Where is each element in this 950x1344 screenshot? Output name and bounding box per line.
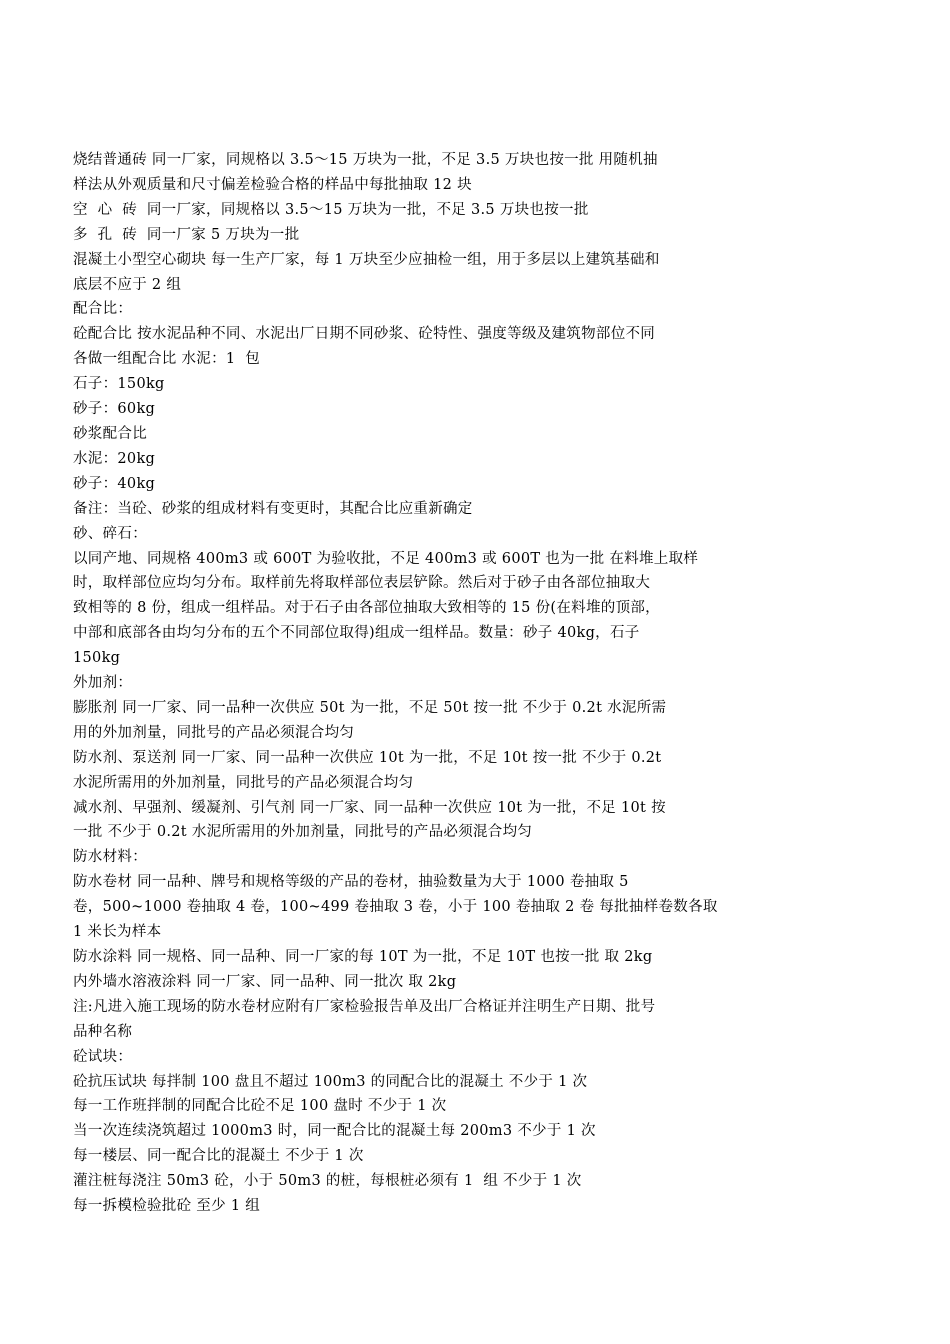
text-line: 各做一组配合比 水泥：1 包 [73,351,261,368]
text-line: 砂浆配合比 [73,425,147,442]
text-line: 水泥：20kg [73,450,156,467]
section-heading: 配合比： [73,301,133,318]
text-line: 中部和底部各由均匀分布的五个不同部位取得)组成一组样品。数量：砂子 40kg，石子 [73,625,640,642]
text-line: 空 心 砖 同一厂家，同规格以 3.5～15 万块为一批，不足 3.5 万块也按一批 [73,201,589,218]
text-line: 底层不应于 2 组 [73,276,182,293]
text-line: 防水涂料 同一规格、同一品种、同一厂家的每 10T 为一批，不足 10T 也按一批 取 2kg [73,949,653,965]
text-line: 砼配合比 按水泥品种不同、水泥出厂日期不同砂浆、砼特性、强度等级及建筑物部位不同 [73,326,656,343]
text-line: 每一拆模检验批砼 至少 1 组 [73,1198,261,1215]
text-line: 时，取样部位应均匀分布。取样前先将取样部位表层铲除。然后对于砂子由各部位抽取大 [73,575,651,592]
text-line: 每一楼层、同一配合比的混凝土 不少于 1 次 [73,1148,364,1165]
text-line: 石子：150kg [73,376,165,393]
text-line: 膨胀剂 同一厂家、同一品种一次供应 50t 为一批，不足 50t 按一批 不少于 0.2t 水泥所需 [73,699,667,716]
text-line: 砂子：60kg [73,401,156,418]
text-line: 以同产地、同规格 400m3 或 600T 为验收批，不足 400m3 或 600T 也为一批 在料堆上取样 [73,550,699,567]
text-line: 当一次连续浇筑超过 1000m3 时，同一配合比的混凝土每 200m3 不少于 1 次 [73,1123,596,1140]
text-line: 致相等的 8 份，组成一组样品。对于石子由各部位抽取大致相等的 15 份(在料堆的顶部， [73,600,660,617]
text-line: 减水剂、早强剂、缓凝剂、引气剂 同一厂家、同一品种一次供应 10t 为一批，不足 10t 按 [73,799,666,816]
text-line: 砂子：40kg [73,475,156,492]
note-line: 注:凡进入施工现场的防水卷材应附有厂家检验报告单及出厂合格证并注明生产日期、批号 [73,998,656,1015]
document-body [73,148,743,1219]
text-line: 用的外加剂量，同批号的产品必须混合均匀 [73,724,355,741]
text-line: 内外墙水溶液涂料 同一厂家、同一品种、同一批次 取 2kg [73,973,457,990]
text-line: 一批 不少于 0.2t 水泥所需用的外加剂量，同批号的产品必须混合均匀 [73,824,533,841]
text-line: 1 米长为样本 [73,924,162,941]
note-line: 备注：当砼、砂浆的组成材料有变更时，其配合比应重新确定 [73,500,473,517]
section-heading: 防水材料： [73,849,147,866]
note-line: 品种名称 [73,1023,133,1040]
text-line: 烧结普通砖 同一厂家，同规格以 3.5～15 万块为一批，不足 3.5 万块也按一批 用随机抽 [73,152,658,168]
text-line: 水泥所需用的外加剂量，同批号的产品必须混合均匀 [73,774,414,791]
text-line: 150kg [73,650,121,667]
section-heading: 砼试块： [73,1048,133,1065]
text-line: 防水剂、泵送剂 同一厂家、同一品种一次供应 10t 为一批，不足 10t 按一批 不少于 0.2t [73,749,662,766]
text-line: 每一工作班拌制的同配合比砼不足 100 盘时 不少于 1 次 [73,1098,447,1115]
text-line: 灌注桩每浇注 50m3 砼，小于 50m3 的桩，每根桩必须有 1 组 不少于 1 次 [73,1173,582,1190]
text-line: 样法从外观质量和尺寸偏差检验合格的样品中每批抽取 12 块 [73,176,472,193]
section-heading: 外加剂： [73,675,133,692]
text-line: 砼抗压试块 每拌制 100 盘且不超过 100m3 的同配合比的混凝土 不少于 1 次 [73,1073,588,1090]
section-heading: 砂、碎石： [73,525,147,542]
text-line: 卷，500~1000 卷抽取 4 卷，100~499 卷抽取 3 卷，小于 100 卷抽取 2 卷 每批抽样卷数各取 [73,899,718,916]
text-line: 混凝土小型空心砌块 每一生产厂家，每 1 万块至少应抽检一组，用于多层以上建筑基础和 [73,251,660,268]
text-line: 多 孔 砖 同一厂家 5 万块为一批 [73,226,300,243]
text-line: 防水卷材 同一品种、牌号和规格等级的产品的卷材，抽验数量为大于 1000 卷抽取 5 [73,874,629,891]
